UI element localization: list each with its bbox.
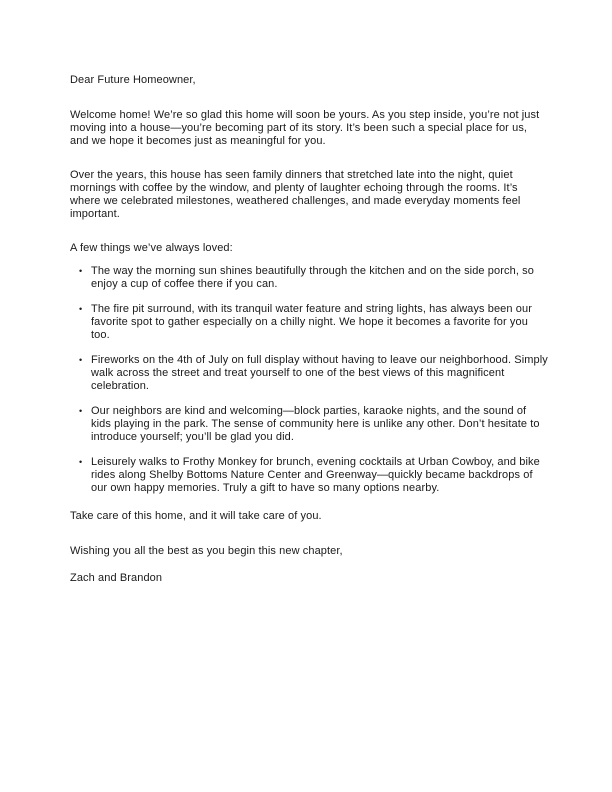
paragraph-over-the-years: Over the years, this house has seen family dinners that stretched late into the night, quiet mornings with coffee by the window, and plenty of laughter echoing through the rooms. It’s where we celebrated milestones, weathered challenges, and made everyday moments feel important.	[70, 169, 521, 220]
list-item	[70, 303, 548, 342]
bullet-icon: •	[79, 304, 83, 314]
letter-content	[70, 74, 548, 585]
salutation: Dear Future Homeowner,	[70, 74, 196, 86]
valediction: Wishing you all the best as you begin this new chapter,	[70, 545, 343, 557]
list-item	[70, 265, 548, 291]
list-item	[70, 354, 548, 393]
list-item-text: The fire pit surround, with its tranquil water feature and string lights, has always been our favorite spot to gather especially on a chilly night. We hope it becomes a favorite for you too.	[91, 303, 532, 341]
loved-things-list	[70, 265, 548, 495]
bullet-icon: •	[79, 266, 83, 276]
closing-line: Take care of this home, and it will take care of you.	[70, 510, 322, 522]
list-intro: A few things we’ve always loved:	[70, 242, 233, 254]
paragraph-welcome: Welcome home! We’re so glad this home will soon be yours. As you step inside, you’re not just moving into a house—you’re becoming part of its story. It’s been such a special place for us, and we hope it becomes just as meaningful for you.	[70, 109, 540, 147]
list-item	[70, 405, 548, 444]
list-item-text: The way the morning sun shines beautifully through the kitchen and on the side porch, so enjoy a cup of coffee there if you can.	[91, 265, 534, 290]
bullet-icon: •	[79, 355, 83, 365]
list-item-text: Leisurely walks to Frothy Monkey for brunch, evening cocktails at Urban Cowboy, and bike rides along Shelby Bottoms Nature Center and Greenway—quickly became backdrops of our own happy memories. Truly a gift to have so many options nearby.	[91, 456, 540, 494]
bullet-icon: •	[79, 457, 83, 467]
signature: Zach and Brandon	[70, 572, 163, 584]
list-item-text: Our neighbors are kind and welcoming—block parties, karaoke nights, and the sound of kids playing in the park. The sense of community here is unlike any other. Don’t hesitate to introduce yourself; you’ll be glad you did.	[91, 405, 540, 443]
list-item-text: Fireworks on the 4th of July on full display without having to leave our neighborhood. Simply walk across the street and treat yourself to one of the best views of this magnificent celebration.	[91, 354, 548, 392]
bullet-icon: •	[79, 406, 83, 416]
list-item	[70, 456, 548, 495]
